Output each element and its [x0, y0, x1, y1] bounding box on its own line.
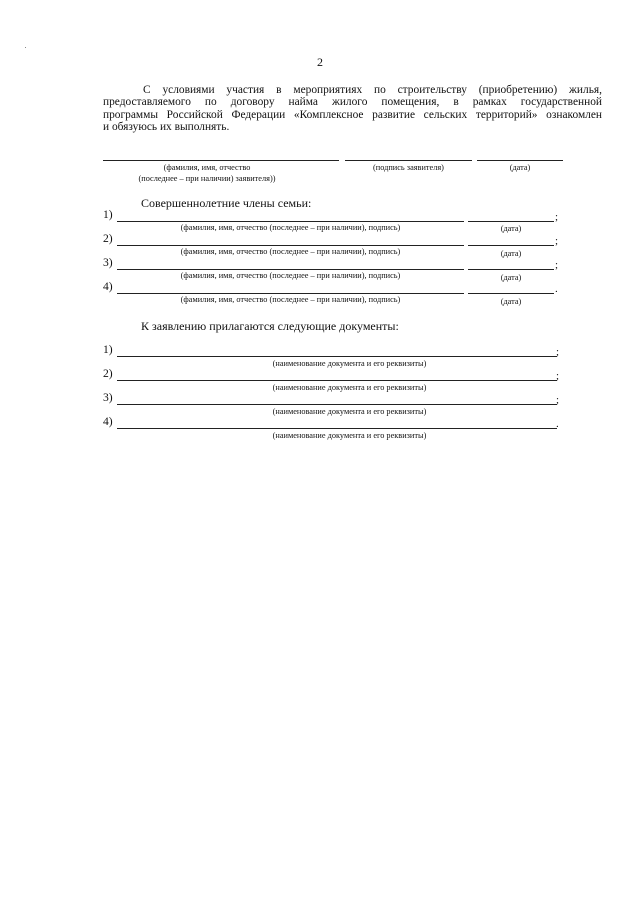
applicant-name-caption-1: (фамилия, имя, отчество [163, 163, 251, 172]
family-row-number: 2) [103, 232, 113, 245]
document-field[interactable] [117, 380, 557, 381]
family-row-number: 3) [103, 256, 113, 269]
page-number: 2 [317, 55, 323, 69]
document-row-end: . [556, 418, 559, 430]
family-date-field[interactable] [468, 293, 554, 294]
family-row-number: 1) [103, 208, 113, 221]
family-member-field[interactable] [117, 245, 464, 246]
document-field[interactable] [117, 356, 557, 357]
family-heading: Совершеннолетние члены семьи: [141, 196, 312, 210]
document-caption: (наименование документа и его реквизиты) [272, 359, 427, 368]
document-caption: (наименование документа и его реквизиты) [272, 383, 427, 392]
consent-line-2: предоставляемого по договору найма жилого помещения, в рамках государственной [103, 96, 602, 109]
family-date-field[interactable] [468, 269, 554, 270]
applicant-date-caption: (дата) [509, 163, 531, 172]
family-row-end: . [555, 283, 558, 295]
document-row-end: ; [556, 346, 560, 358]
consent-line-4: и обязуюсь их выполнять. [103, 120, 230, 133]
consent-line-3: программы Российской Федерации «Комплексное развитие сельских территорий» ознакомлен [103, 108, 602, 121]
family-member-field[interactable] [117, 221, 464, 222]
consent-paragraph [103, 84, 602, 133]
document-caption: (наименование документа и его реквизиты) [272, 407, 427, 416]
document-row-number: 3) [103, 391, 113, 404]
consent-line-1: С условиями участия в мероприятиях по строительству (приобретению) жилья, [143, 84, 602, 96]
family-member-caption: (фамилия, имя, отчество (последнее – при наличии), подпись) [180, 271, 401, 280]
document-caption: (наименование документа и его реквизиты) [272, 431, 427, 440]
family-row-end: ; [555, 235, 559, 247]
family-member-field[interactable] [117, 269, 464, 270]
family-member-caption: (фамилия, имя, отчество (последнее – при наличии), подпись) [180, 223, 401, 232]
family-date-field[interactable] [468, 245, 554, 246]
family-row-number: 4) [103, 280, 113, 293]
family-date-field[interactable] [468, 221, 554, 222]
scan-speck [25, 47, 26, 48]
applicant-name-field[interactable] [103, 160, 339, 161]
family-member-caption: (фамилия, имя, отчество (последнее – при наличии), подпись) [180, 295, 401, 304]
documents-heading: К заявлению прилагаются следующие документы: [141, 319, 399, 333]
document-row-end: ; [556, 394, 560, 406]
document-row-number: 4) [103, 415, 113, 428]
applicant-signature-caption: (подпись заявителя) [373, 163, 444, 172]
applicant-signature-field[interactable] [345, 160, 472, 161]
family-row-end: ; [555, 259, 559, 271]
document-row-number: 2) [103, 367, 113, 380]
document-row-number: 1) [103, 343, 113, 356]
family-member-field[interactable] [117, 293, 464, 294]
family-date-caption: (дата) [500, 297, 522, 306]
applicant-name-caption-2: (последнее – при наличии) заявителя)) [138, 174, 276, 183]
family-date-caption: (дата) [500, 224, 522, 233]
document-field[interactable] [117, 428, 557, 429]
applicant-date-field[interactable] [477, 160, 563, 161]
family-row-end: ; [555, 211, 559, 223]
document-row-end: ; [556, 370, 560, 382]
family-member-caption: (фамилия, имя, отчество (последнее – при наличии), подпись) [180, 247, 401, 256]
document-field[interactable] [117, 404, 557, 405]
family-date-caption: (дата) [500, 273, 522, 282]
family-date-caption: (дата) [500, 249, 522, 258]
